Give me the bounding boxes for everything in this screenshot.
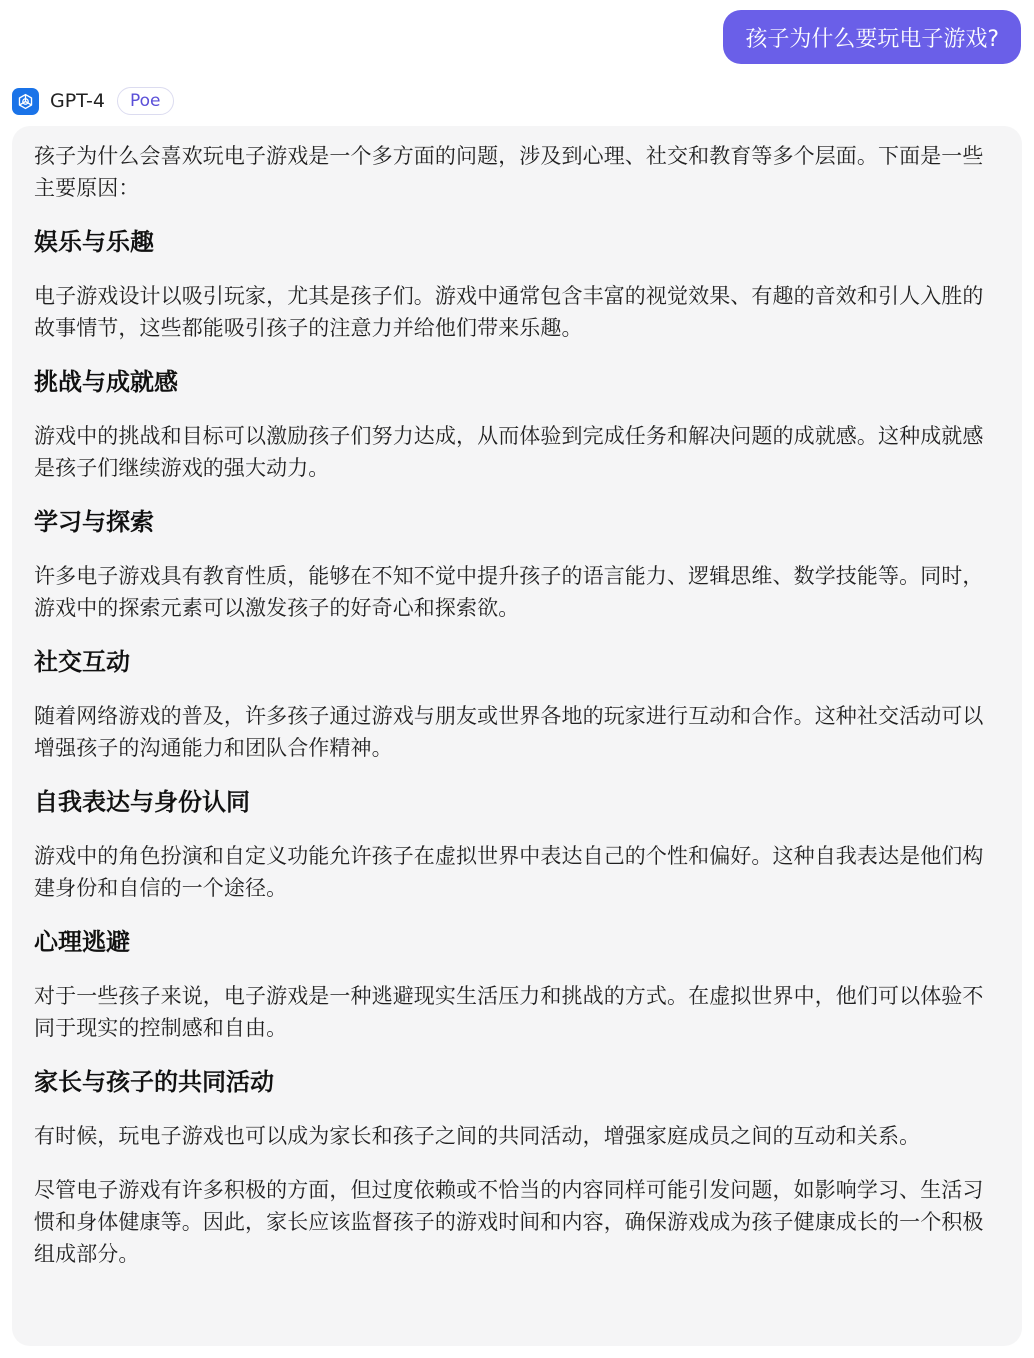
- section-heading: 社交互动: [34, 648, 130, 676]
- section-body: 有时候，玩电子游戏也可以成为家长和孩子之间的共同活动，增强家庭成员之间的互动和关系。: [34, 1124, 921, 1148]
- response-intro: 孩子为什么会喜欢玩电子游戏是一个多方面的问题，涉及到心理、社交和教育等多个层面。下面是一些主要原因：: [34, 144, 984, 200]
- section-heading: 心理逃避: [34, 928, 130, 956]
- section-heading: 娱乐与乐趣: [34, 228, 154, 256]
- section-body: 随着网络游戏的普及，许多孩子通过游戏与朋友或世界各地的玩家进行互动和合作。这种社交活动可以增强孩子的沟通能力和团队合作精神。: [34, 704, 984, 760]
- section-body: 游戏中的角色扮演和自定义功能允许孩子在虚拟世界中表达自己的个性和偏好。这种自我表达是他们构建身份和自信的一个途径。: [34, 844, 984, 900]
- section-body: 电子游戏设计以吸引玩家，尤其是孩子们。游戏中通常包含丰富的视觉效果、有趣的音效和引人入胜的故事情节，这些都能吸引孩子的注意力并给他们带来乐趣。: [34, 284, 984, 340]
- section-body: 对于一些孩子来说，电子游戏是一种逃避现实生活压力和挑战的方式。在虚拟世界中，他们可以体验不同于现实的控制感和自由。: [34, 984, 984, 1040]
- section-heading: 家长与孩子的共同活动: [34, 1068, 274, 1096]
- section-heading: 学习与探索: [34, 508, 154, 536]
- section-heading: 自我表达与身份认同: [34, 788, 250, 816]
- bot-response-message: [12, 126, 1022, 1346]
- response-conclusion: 尽管电子游戏有许多积极的方面，但过度依赖或不恰当的内容同样可能引发问题，如影响学习、生活习惯和身体健康等。因此，家长应该监督孩子的游戏时间和内容，确保游戏成为孩子健康成长的一个积极组成部分。: [34, 1178, 984, 1266]
- user-message-bubble[interactable]: [723, 10, 1021, 64]
- openai-logo-icon: [16, 92, 35, 111]
- bot-avatar[interactable]: [12, 88, 39, 115]
- section-body: 游戏中的挑战和目标可以激励孩子们努力达成，从而体验到完成任务和解决问题的成就感。这种成就感是孩子们继续游戏的强大动力。: [34, 424, 984, 480]
- section-body: 许多电子游戏具有教育性质，能够在不知不觉中提升孩子的语言能力、逻辑思维、数学技能等。同时，游戏中的探索元素可以激发孩子的好奇心和探索欲。: [34, 564, 984, 620]
- user-message-text: 孩子为什么要玩电子游戏?: [745, 26, 999, 52]
- bot-name[interactable]: GPT-4: [50, 90, 105, 112]
- bot-header: [12, 86, 174, 116]
- bot-platform-tag: Poe: [117, 87, 174, 115]
- section-heading: 挑战与成就感: [34, 368, 178, 396]
